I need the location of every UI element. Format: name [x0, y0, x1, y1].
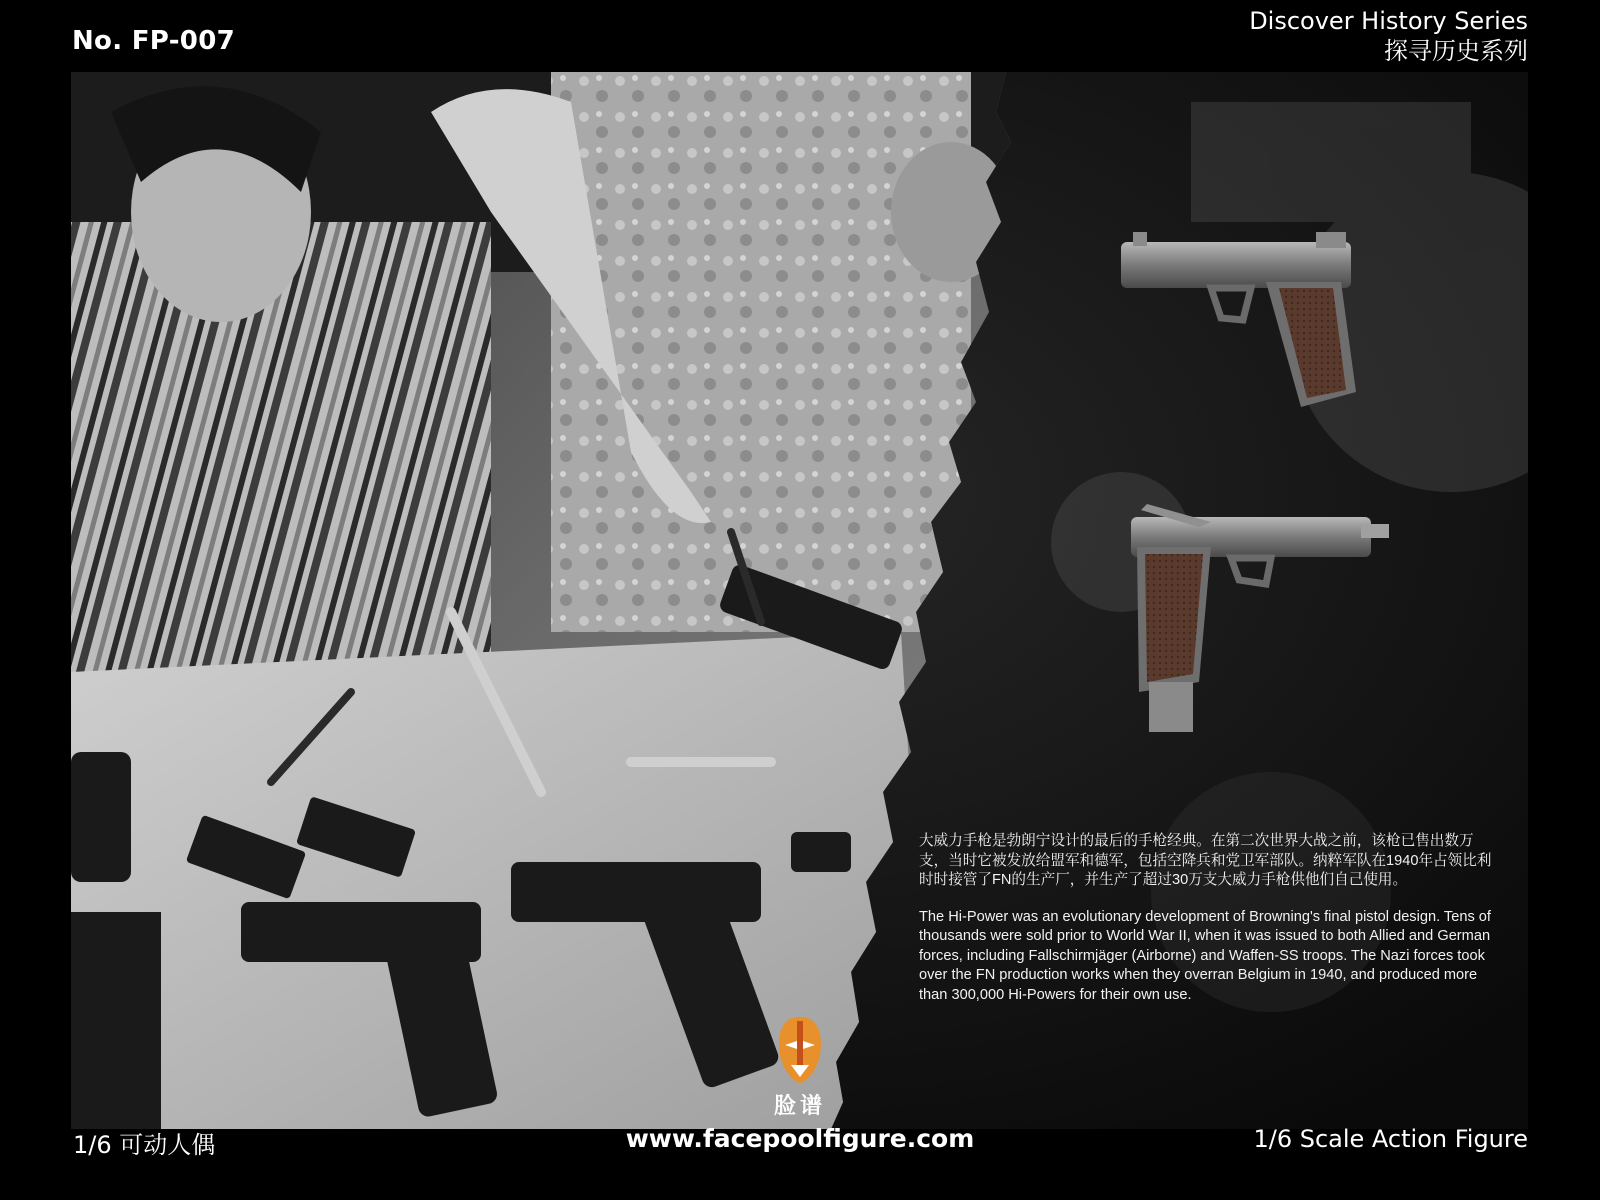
brand-logo-text: 脸谱: [773, 1094, 826, 1119]
description-cn: 大威力手枪是勃朗宁设计的最后的手枪经典。在第二次世界大战之前，该枪已售出数万支，当时它被发放给盟军和德军，包括空降兵和党卫军部队。纳粹军队在1940年占领比利时时接管了FN的生产厂，并生产了超过30万支大威力手枪供他们自己使用。: [919, 833, 1492, 888]
mask-icon: [777, 1015, 823, 1085]
product-number: No. FP-007: [72, 26, 235, 56]
scale-label-en: 1/6 Scale Action Figure: [1253, 1125, 1528, 1153]
description: [919, 832, 1499, 1022]
series-title: [1249, 6, 1528, 66]
website-link[interactable]: www.facepoolfigure.com: [625, 1124, 975, 1153]
series-title-cn: 探寻历史系列: [1384, 37, 1528, 65]
hero-panel: [71, 72, 1528, 1129]
brand-logo: [770, 1015, 830, 1120]
description-en: The Hi-Power was an evolutionary development of Browning's final pistol design. Tens of thousands were sold prior to World War II, when it was issued to both Allied and German forces, including Fallschirmjäger (Airborne) and Waffen-SS troops. The Nazi forces took over the FN production works when they overran Belgium in 1940, and produced more than 300,000 Hi-Powers for their own use.: [919, 908, 1491, 1003]
scale-label-cn: 1/6 可动人偶: [73, 1131, 216, 1159]
series-title-en: Discover History Series: [1249, 7, 1528, 35]
